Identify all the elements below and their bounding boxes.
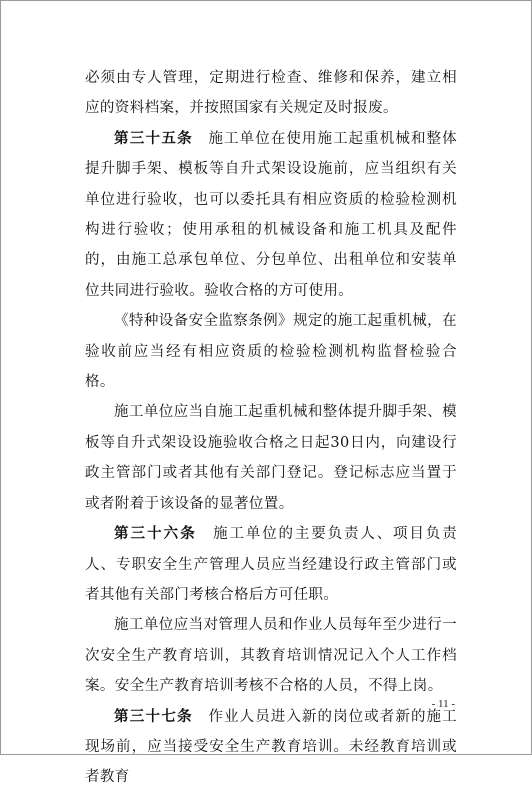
page-number: - 11 - [431, 698, 455, 710]
paragraph-3 [85, 306, 457, 397]
paragraph-text: 施工单位应当自施工起重机械和整体提升脚手架、模板等自升式架设设施验收合格之日起30日内，向建设行政主管部门或者其他有关部门登记。登记标志应当置于或者附着于该设备的显著位置。 [85, 404, 457, 512]
paragraph-1 [85, 63, 457, 124]
article-35 [85, 124, 457, 306]
paragraph-text: 必须由专人管理，定期进行检查、维修和保养，建立相应的资料档案，并按照国家有关规定及时报废。 [85, 70, 457, 117]
paragraph-4 [85, 397, 457, 519]
article-36 [85, 519, 457, 610]
paragraph-text: 《特种设备安全监察条例》规定的施工起重机械，在验收前应当经有相应资质的检验检测机构监督检验合格。 [85, 313, 457, 391]
page-body [85, 63, 457, 793]
article-heading: 第三十五条 [114, 130, 193, 147]
paragraph-text: 施工单位应当对管理人员和作业人员每年至少进行一次安全生产教育培训，其教育培训情况记入个人工作档案。安全生产教育培训考核不合格的人员，不得上岗。 [85, 617, 457, 695]
article-heading: 第三十六条 [114, 526, 197, 543]
paragraph-text: 作业人员进入新的岗位或者新的施工现场前，应当接受安全生产教育培训。未经教育培训或者教育 [85, 708, 458, 786]
paragraph-6 [85, 610, 457, 701]
article-heading: 第三十七条 [114, 708, 193, 725]
paragraph-text: 施工单位在使用施工起重机械和整体提升脚手架、模板等自升式架设设施前，应当组织有关单位进行验收，也可以委托具有相应资质的检验检测机构进行验收；使用承租的机械设备和施工机具及配件的，由施工总承包单位、分包单位、出租单位和安装单位共同进行验收。验收合格的方可使用。 [85, 130, 458, 299]
article-37 [85, 702, 457, 793]
paragraph-text: 施工单位的主要负责人、项目负责人、专职安全生产管理人员应当经建设行政主管部门或者其他有关部门考核合格后方可任职。 [85, 526, 458, 603]
